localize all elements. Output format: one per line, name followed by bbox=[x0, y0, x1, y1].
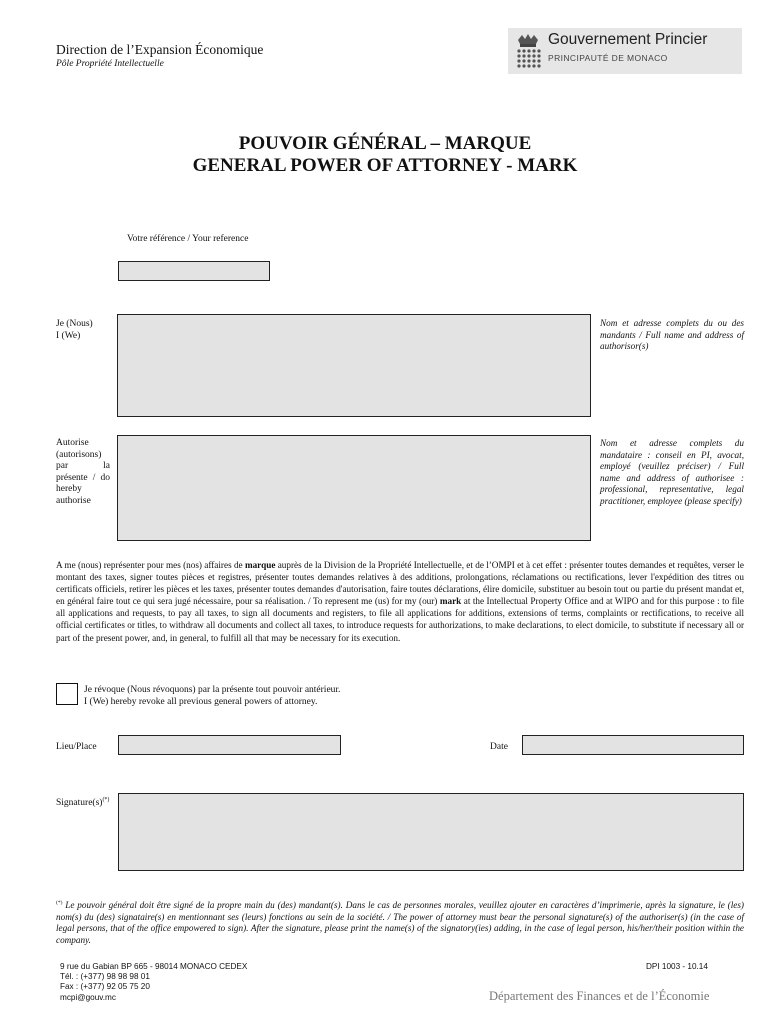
authorisor-note: Nom et adresse complets du ou des mandants / Full name and address of authorisor(s) bbox=[600, 318, 744, 351]
authorisee-field[interactable] bbox=[117, 435, 591, 541]
form-code: DPI 1003 - 10.14 bbox=[646, 962, 708, 971]
signature-field[interactable] bbox=[118, 793, 744, 871]
authorisee-note: Nom et adresse complets du mandataire : conseil en PI, avocat, employé (veuillez préciser) / Full name and address of authorisee : professional, representative, legal practitioner, employee (please specify) bbox=[600, 438, 744, 506]
footnote-mark: (*) bbox=[56, 900, 63, 906]
mandate-text-part3: at the Intellectual Property Office and at WIPO and for this purpose : to file all applications and requests, to pay all taxes, to sign all documents and registers, to file all applications for additions, extensions of terms, complaints or rectifications, to receive all official certificates or titles, to withdraw all documents and collect all taxes, to introduce requests for authorizations, to make declarations, to elect domicile, to substitute if necessary all or part of the present power, and, in general, to fulfill all that may be necessary for its execution. bbox=[56, 596, 744, 643]
reference-field[interactable] bbox=[118, 261, 270, 281]
authorisee-label: Autorise (autorisons) par la présente / do hereby authorise bbox=[56, 438, 110, 506]
signature-footnote-mark: (*) bbox=[102, 797, 110, 803]
date-field[interactable] bbox=[522, 735, 744, 755]
ministry-name: Département des Finances et de l’Économie bbox=[489, 989, 710, 1003]
authorisor-label: Je (Nous) I (We) bbox=[56, 319, 93, 341]
footnote-text: Le pouvoir général doit être signé de la propre main du (des) mandant(s). Dans le cas de personnes morales, veuillez ajouter en caractères d’imprimerie, après la signature, le (les) nom(s) du (des) signataire(s) en mentionnant ses (leurs) fonctions au sein de la société. / The power of attorney must bear the personal signature(s) of the authoriser(s) (in the case of legal persons, that of the office empowered to sign). After the signature, please print the name(s) of the signatory(ies) adding, in the case of legal person, his/her/their position within the company. bbox=[56, 900, 744, 946]
date-label: Date bbox=[490, 742, 508, 752]
revoke-checkbox[interactable] bbox=[56, 683, 78, 705]
crown-crest-icon bbox=[514, 32, 542, 70]
reference-label: Votre référence / Your reference bbox=[127, 234, 249, 244]
logo-subtitle: PRINCIPAUTÉ DE MONACO bbox=[548, 53, 668, 63]
mandate-text-part2: auprès de la Division de la Propriété Intellectuelle, et de l’OMPI et à cet effet : présenter toutes demandes et requêtes, verser le montant des taxes, signer toutes pièces et registres, présenter toutes demandes relatives à des additions, prolongations, réclamations ou rectifications, lever l'expédition des titres ou certificats officiels, retirer les pièces et les taxes, présenter toutes demandes d'autorisation, faire toutes déclarations, élire domicile, substituer au besoin tout ou partie du présent mandat et, en général faire tout ce qui sera jugé nécessaire, pour sa réalisation. / To represent me (us) for my (our) bbox=[56, 560, 745, 607]
revoke-text-english: I (We) hereby revoke all previous general powers of attorney. bbox=[84, 697, 318, 707]
government-logo bbox=[508, 28, 742, 74]
revoke-text-french: Je révoque (Nous révoquons) par la présente tout pouvoir antérieur. bbox=[84, 685, 341, 695]
place-field[interactable] bbox=[118, 735, 341, 755]
place-label: Lieu/Place bbox=[56, 742, 97, 752]
mandate-text bbox=[56, 559, 744, 644]
authorisor-field[interactable] bbox=[117, 314, 591, 417]
title-french: POUVOIR GÉNÉRAL – MARQUE bbox=[238, 133, 532, 154]
title-english: GENERAL POWER OF ATTORNEY - MARK bbox=[192, 155, 578, 176]
footnote bbox=[56, 898, 744, 947]
logo-title: Gouvernement Princier bbox=[548, 31, 708, 48]
department-name: Direction de l’Expansion Économique bbox=[56, 42, 264, 57]
pole-name: Pôle Propriété Intellectuelle bbox=[56, 59, 164, 69]
signature-label bbox=[56, 797, 109, 808]
office-address: 9 rue du Gabian BP 665 - 98014 MONACO CEDEX Tél. : (+377) 98 98 98 01 Fax : (+377) 92 05 75 20 mcpi@gouv.mc bbox=[60, 962, 248, 1002]
mandate-text-part1: A me (nous) représenter pour mes (nos) affaires de bbox=[56, 560, 245, 570]
signature-label-text: Signature(s) bbox=[56, 798, 103, 809]
mandate-keyword-mark: mark bbox=[439, 596, 462, 607]
mandate-keyword-marque: marque bbox=[244, 560, 276, 570]
